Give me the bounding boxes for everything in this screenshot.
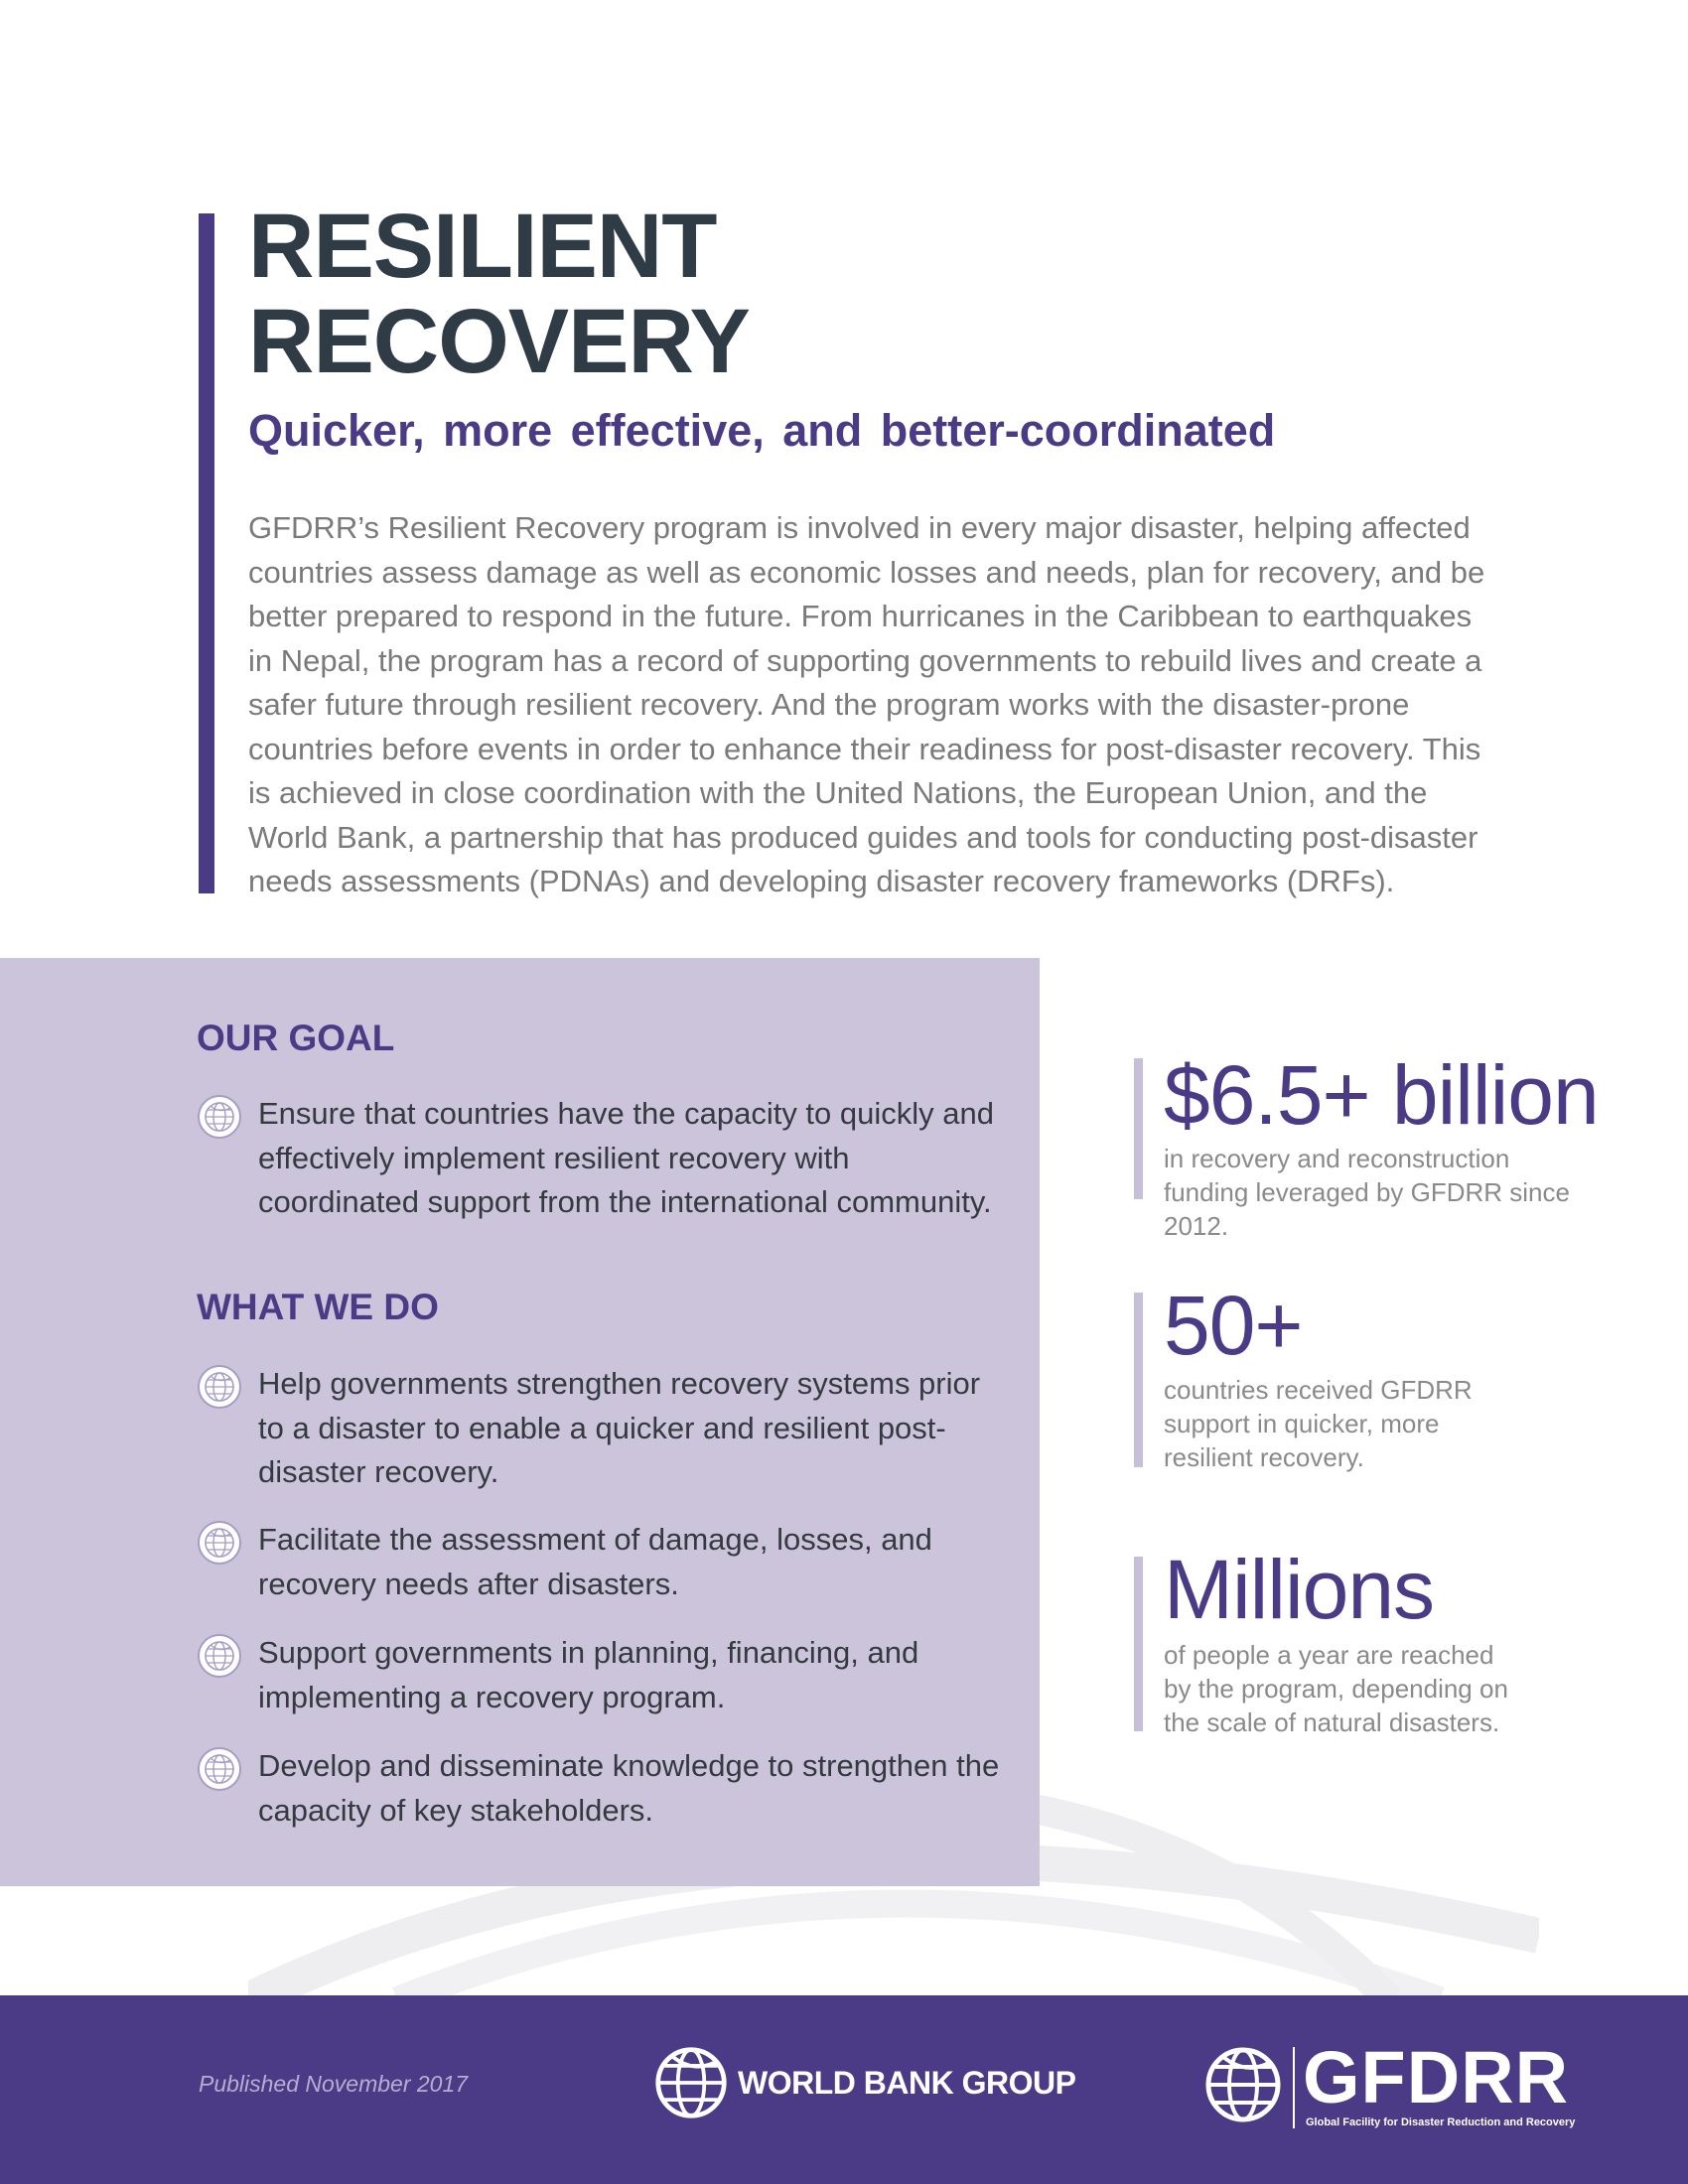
our-goal-heading: OUR GOAL	[197, 1018, 395, 1058]
page-title	[248, 196, 750, 392]
title-line-1: RESILIENT	[248, 196, 717, 297]
title-accent-bar	[199, 213, 214, 893]
stat-accent-bar	[1134, 1557, 1143, 1731]
goal-item	[197, 1092, 1011, 1225]
what-we-do-item-text: Facilitate the assessment of damage, losses, and recovery needs after disasters.	[258, 1522, 932, 1601]
title-line-2: RECOVERY	[248, 291, 750, 392]
world-bank-globe-logo-icon	[653, 2045, 729, 2120]
stat-countries-value: 50+	[1164, 1279, 1303, 1372]
what-we-do-item-text: Support governments in planning, financing, and implementing a recovery program.	[258, 1635, 919, 1714]
globe-icon	[197, 1520, 242, 1566]
what-we-do-item	[197, 1518, 1011, 1606]
stat-funding-value: $6.5+ billion	[1164, 1048, 1599, 1142]
gfdrr-wordmark: GFDRR	[1303, 2036, 1570, 2118]
globe-icon	[197, 1746, 242, 1792]
gfdrr-full-name: Global Facility for Disaster Reduction and Recovery	[1306, 2116, 1576, 2128]
what-we-do-heading: WHAT WE DO	[197, 1287, 439, 1327]
gfdrr-globe-logo-icon	[1203, 2045, 1283, 2124]
globe-icon	[197, 1364, 242, 1410]
stat-people-value: Millions	[1164, 1543, 1435, 1636]
world-bank-group-wordmark: WORLD BANK GROUP	[738, 2065, 1076, 2101]
intro-paragraph: GFDRR’s Resilient Recovery program is involved in every major disaster, helping affected countries assess damage as well as economic losses and needs, plan for recovery, and be better prepared to respond in the future. From hurricanes in the Caribbean to earthquakes in Nepal, the program has a record of supporting governments to rebuild lives and create a safer future through resilient recovery. And the program works with the disaster-prone countries before events in order to enhance their readiness for post-disaster recovery. This is achieved in close coordination with the United Nations, the European Union, and the World Bank, a partnership that has produced guides and tools for conducting post-disaster needs assessments (PDNAs) and developing disaster recovery frameworks (DRFs).	[248, 510, 1485, 898]
published-date: Published November 2017	[199, 2071, 469, 2097]
globe-icon	[197, 1094, 242, 1140]
stat-countries-description: countries received GFDRR support in quicker, more resilient recovery.	[1164, 1375, 1473, 1472]
what-we-do-item-text: Help governments strengthen recovery systems prior to a disaster to enable a quicker and resilient post-disaster recovery.	[258, 1366, 981, 1489]
globe-icon	[197, 1633, 242, 1679]
what-we-do-item-text: Develop and disseminate knowledge to strengthen the capacity of key stakeholders.	[258, 1748, 1000, 1828]
goal-item-text: Ensure that countries have the capacity to quickly and effectively implement resilient recovery with coordinated support from the international community.	[258, 1096, 994, 1219]
stat-funding-description: in recovery and reconstruction funding leveraged by GFDRR since 2012.	[1164, 1144, 1570, 1241]
stat-people-description: of people a year are reached by the program, depending on the scale of natural disasters.	[1164, 1640, 1508, 1737]
what-we-do-item	[197, 1362, 1011, 1495]
gfdrr-logo-divider	[1293, 2047, 1295, 2128]
what-we-do-item	[197, 1631, 1011, 1719]
page-subtitle: Quicker, more effective, and better-coordinated	[248, 405, 1276, 456]
what-we-do-item	[197, 1744, 1011, 1833]
stat-accent-bar	[1134, 1293, 1143, 1467]
stat-accent-bar	[1134, 1058, 1143, 1199]
